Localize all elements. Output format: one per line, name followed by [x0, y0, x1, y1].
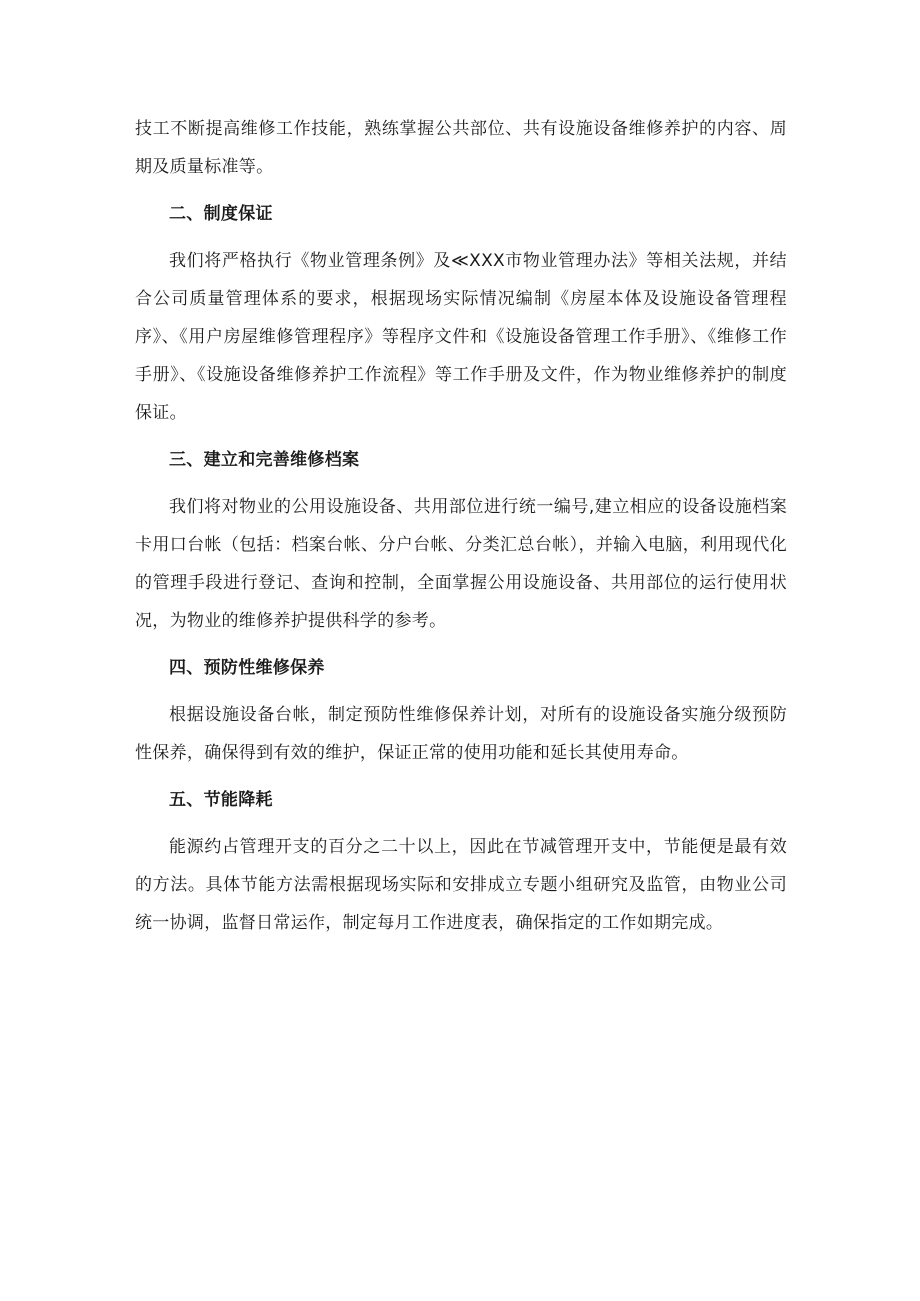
section-heading-maintenance-records: 三、建立和完善维修档案	[169, 450, 360, 470]
section-heading-preventive-maintenance: 四、预防性维修保养	[169, 658, 325, 678]
intro-paragraph: 技工不断提高维修工作技能，熟练掌握公共部位、共有设施设备维修养护的内容、周期及质量标准等。	[135, 119, 787, 177]
section-body-preventive-maintenance: 根据设施设备台帐，制定预防性维修保养计划，对所有的设施设备实施分级预防性保养，确保得到有效的维护，保证正常的使用功能和延长其使用寿命。	[135, 705, 787, 763]
section-heading-system-guarantee: 二、制度保证	[169, 204, 273, 224]
section-body-maintenance-records: 我们将对物业的公用设施设备、共用部位进行统一编号,建立相应的设备设施档案卡用口台帐（包括：档案台帐、分户台帐、分类汇总台帐），并输入电脑，利用现代化的管理手段进行登记、查询和控制，全面掌握公用设施设备、共用部位的运行使用状况，为物业的维修养护提供科学的参考。	[135, 497, 787, 631]
section-body-energy-saving: 能源约占管理开支的百分之二十以上，因此在节减管理开支中，节能便是最有效的方法。具体节能方法需根据现场实际和安排成立专题小组研究及监管，由物业公司统一协调，监督日常运作，制定每月工作进度表，确保指定的工作如期完成。	[135, 837, 787, 933]
document-body	[135, 110, 787, 951]
section-heading-energy-saving: 五、节能降耗	[169, 790, 273, 810]
section-body-system-guarantee: 我们将严格执行《物业管理条例》及≪XXX市物业管理办法》等相关法规，并结合公司质量管理体系的要求，根据现场实际情况编制《房屋本体及设施设备管理程序》、《用户房屋维修管理程序》等程序文件和《设施设备管理工作手册》、《维修工作手册》、《设施设备维修养护工作流程》等工作手册及文件，作为物业维修养护的制度保证。	[135, 251, 787, 423]
